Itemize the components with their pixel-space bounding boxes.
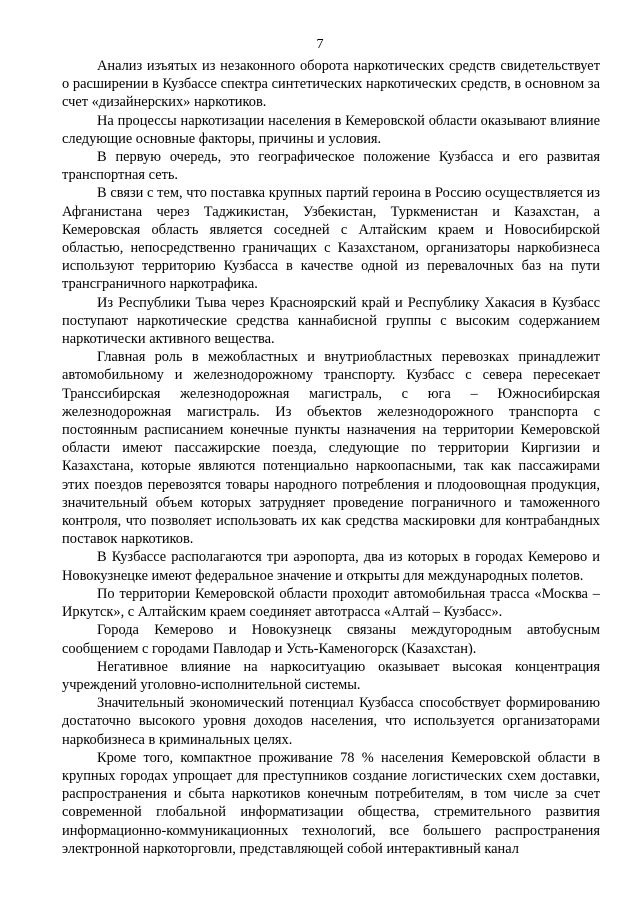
paragraph-penal-system: Негативное влияние на наркоситуацию оказывает высокая концентрация учреждений уголовно-исполнительной системы. <box>62 658 600 693</box>
paragraph-geography: В первую очередь, это географическое положение Кузбасса и его развитая транспортная сеть. <box>62 149 600 184</box>
paragraph-transport: Главная роль в межобластных и внутриобластных перевозках принадлежит автомобильному и железнодорожному транспорту. Кузбасс с севера пересекает Транссибирская железнодорожная магистраль, с юга – Южносибирская железнодорожная магистраль. Из объектов железнодорожного транспорта с постоянным расписанием конечные пункты назначения на территории Кемеровской области имеют пассажирские поезда, следующие по территории Киргизии и Казахстана, которые являются потенциально наркоопасными, так как пассажирами этих поездов перевозятся товары народного потребления и плодоовощная продукция, значительный объем которых затрудняет проведение пограничного и таможенного контроля, что позволяет использовать их как средства маскировки для контрабандных поставок наркотиков. <box>62 349 600 548</box>
paragraph-cannabis-route: Из Республики Тыва через Красноярский край и Республику Хакасия в Кузбасс поступают наркотические средства каннабисной группы с высоким содержанием наркотически активного вещества. <box>62 294 600 348</box>
paragraph-urban-population: Кроме того, компактное проживание 78 % населения Кемеровской области в крупных городах упрощает для преступников создание логистических схем доставки, распространения и сбыта наркотиков конечным потребителям, в том числе за счет современной глобальной информатизации общества, стремительного развития информационно-коммуникационных технологий, все большего распространения электронной наркоторговли, представляющей собой интерактивный канал <box>62 749 600 857</box>
paragraph-airports: В Кузбассе располагаются три аэропорта, два из которых в городах Кемерово и Новокузнецке имеют федеральное значение и открыты для международных полетов. <box>62 549 600 584</box>
paragraph-highways: По территории Кемеровской области проходит автомобильная трасса «Москва – Иркутск», с Алтайским краем соединяет автотрасса «Алтай – Кузбасс». <box>62 585 600 621</box>
paragraph-economy: Значительный экономический потенциал Кузбасса способствует формированию достаточно высокого уровня доходов населения, что используется организаторами наркобизнеса в криминальных целях. <box>62 695 600 748</box>
paragraph-bus-links: Города Кемерово и Новокузнецк связаны междугородным автобусным сообщением с городами Павлодар и Усть-Каменогорск (Казахстан). <box>62 622 600 657</box>
page-number: 7 <box>316 37 324 52</box>
paragraph-heroin-transit: В связи с тем, что поставка крупных партий героина в Россию осуществляется из Афганистана через Таджикистан, Узбекистан, Туркменистан и Казахстан, а Кемеровская область является соседней с Алтайским краем и Новосибирской областью, непосредственно граничащих с Казахстаном, организаторы наркобизнеса используют территорию Кузбасса в качестве одной из перевалочных баз на пути трансграничного наркотрафика. <box>62 185 600 293</box>
paragraph-factors-intro: На процессы наркотизации населения в Кемеровской области оказывают влияние следующие основные факторы, причины и условия. <box>62 112 600 147</box>
paragraph-narcotics-analysis: Анализ изъятых из незаконного оборота наркотических средств свидетельствует о расширении в Кузбассе спектра синтетических наркотических средств, в основном за счет «дизайнерских» наркотиков. <box>62 58 600 111</box>
body-text <box>62 57 600 858</box>
